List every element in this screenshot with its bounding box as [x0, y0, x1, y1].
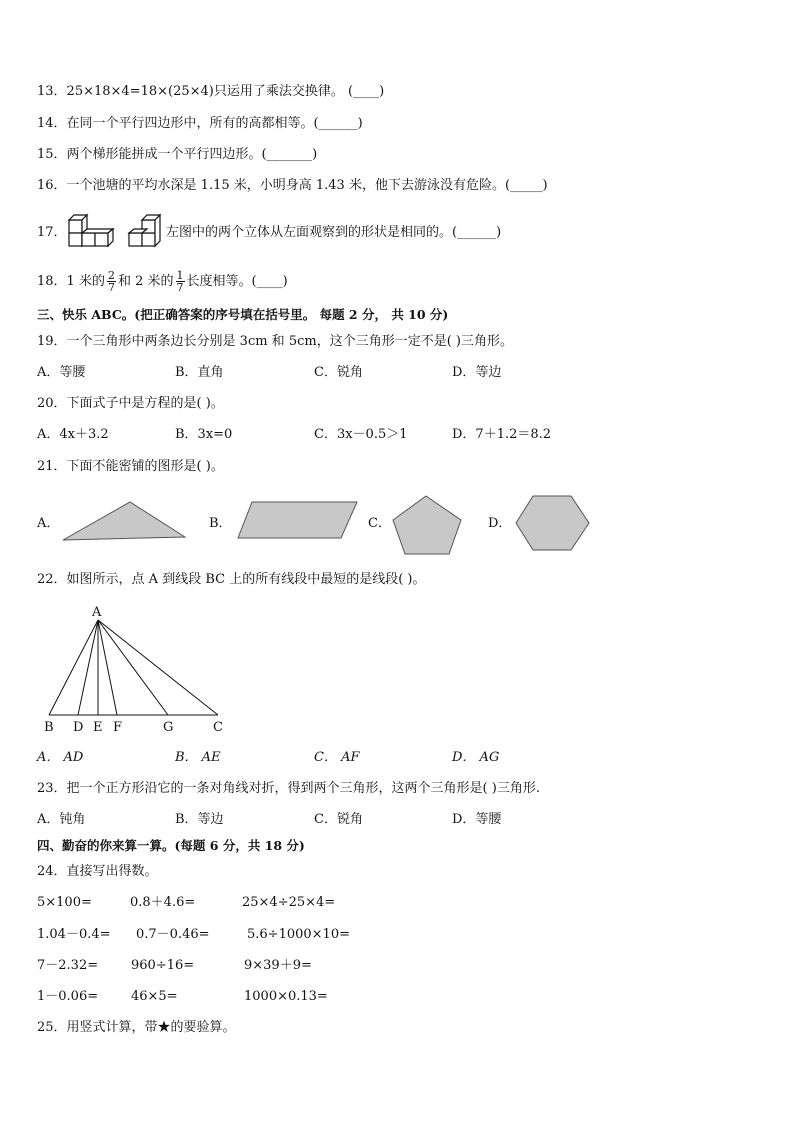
question-17-number: 17．	[37, 225, 67, 240]
question-16: 16．一个池塘的平均水深是 1.15 米，小明身高 1.43 米，他下去游泳没有危险。(_____)	[37, 178, 548, 193]
q23-option-d: D．等腰	[452, 812, 502, 827]
section-3-heading: 三、快乐 ABC。(把正确答案的序号填在括号里。 每题 2 分， 共 10 分)	[37, 307, 449, 322]
q21-label-d: D．	[488, 516, 512, 531]
question-22: 22．如图所示，点 A 到线段 BC 上的所有线段中最短的是线段( )。	[37, 572, 426, 587]
q20-option-d: D．7＋1.2＝8.2	[452, 427, 552, 442]
point-a-label: A	[92, 605, 102, 620]
calc-item: 46×5=	[131, 989, 178, 1004]
triangle-shape	[63, 502, 185, 540]
point-b-label: B	[44, 720, 54, 735]
question-17	[37, 225, 67, 241]
point-e-label: E	[93, 720, 103, 735]
q22-option-c: C． AF	[314, 750, 360, 765]
calc-item: 1－0.06=	[37, 989, 99, 1004]
question-13: 13．25×18×4=18×(25×4)只运用了乘法交换律。 (____)	[37, 84, 385, 99]
question-18-part-b: 和 2 米的	[117, 274, 174, 289]
q20-option-c: C．3x－0.5＞1	[314, 427, 408, 442]
point-g-label: G	[163, 720, 174, 735]
q21-label-c: C．	[368, 516, 391, 531]
q19-option-a: A．等腰	[37, 365, 86, 380]
question-24: 24．直接写出得数。	[37, 864, 158, 879]
calc-item: 0.7－0.46=	[136, 927, 210, 942]
calc-item: 9×39＋9=	[244, 958, 312, 973]
q19-option-c: C．锐角	[314, 365, 363, 380]
q21-label-a: A．	[37, 516, 60, 531]
calc-item: 960÷16=	[131, 958, 195, 973]
question-19: 19．一个三角形中两条边长分别是 3cm 和 5cm，这个三角形一定不是( )三角形。	[37, 334, 513, 349]
section-4-heading: 四、勤奋的你来算一算。(每题 6 分，共 18 分)	[37, 838, 305, 853]
hexagon-shape	[516, 496, 589, 550]
calc-item: 5×100=	[37, 895, 92, 910]
question-14: 14．在同一个平行四边形中，所有的高都相等。(______)	[37, 116, 363, 131]
calc-item: 7－2.32=	[37, 958, 99, 973]
calc-item: 25×4÷25×4=	[242, 895, 336, 910]
pentagon-shape	[393, 496, 461, 554]
question-25: 25．用竖式计算，带★的要验算。	[37, 1020, 236, 1035]
question-20: 20．下面式子中是方程的是( )。	[37, 396, 224, 411]
q22-option-d: D． AG	[452, 750, 500, 765]
q22-option-b: B． AE	[175, 750, 221, 765]
q23-option-b: B．等边	[175, 812, 224, 827]
q19-option-d: D．等边	[452, 365, 502, 380]
question-18-part-c: 长度相等。(____)	[186, 274, 288, 289]
calc-item: 5.6÷1000×10=	[247, 927, 350, 942]
q21-shapes	[0, 490, 794, 560]
point-f-label: F	[113, 720, 123, 735]
cube-figures	[66, 212, 166, 250]
parallelogram-shape	[238, 502, 357, 538]
point-c-label: C	[213, 720, 223, 735]
q22-figure	[36, 602, 236, 737]
calc-item: 1.04－0.4=	[37, 927, 111, 942]
point-d-label: D	[73, 720, 84, 735]
question-17-text: 左图中的两个立体从左面观察到的形状是相同的。(______)	[166, 225, 502, 240]
q23-option-c: C．锐角	[314, 812, 363, 827]
question-18	[37, 269, 288, 295]
q23-option-a: A．钝角	[37, 812, 86, 827]
q21-label-b: B．	[209, 516, 232, 531]
calc-item: 1000×0.13=	[244, 989, 328, 1004]
question-15: 15．两个梯形能拼成一个平行四边形。(_______)	[37, 147, 318, 162]
question-21: 21．下面不能密铺的图形是( )。	[37, 459, 224, 474]
question-23: 23．把一个正方形沿它的一条对角线对折，得到两个三角形，这两个三角形是( )三角形.	[37, 781, 540, 796]
calc-item: 0.8＋4.6=	[130, 895, 196, 910]
q20-option-b: B．3x=0	[175, 427, 233, 442]
q20-option-a: A．4x＋3.2	[37, 427, 109, 442]
question-18-part-a: 18．1 米的	[37, 274, 105, 289]
q19-option-b: B．直角	[175, 365, 224, 380]
fraction-one-seventh: $\frac{1}{7}$	[176, 269, 184, 294]
fraction-two-sevenths: $\frac{2}{7}$	[107, 269, 115, 294]
q22-option-a: A． AD	[37, 750, 84, 765]
